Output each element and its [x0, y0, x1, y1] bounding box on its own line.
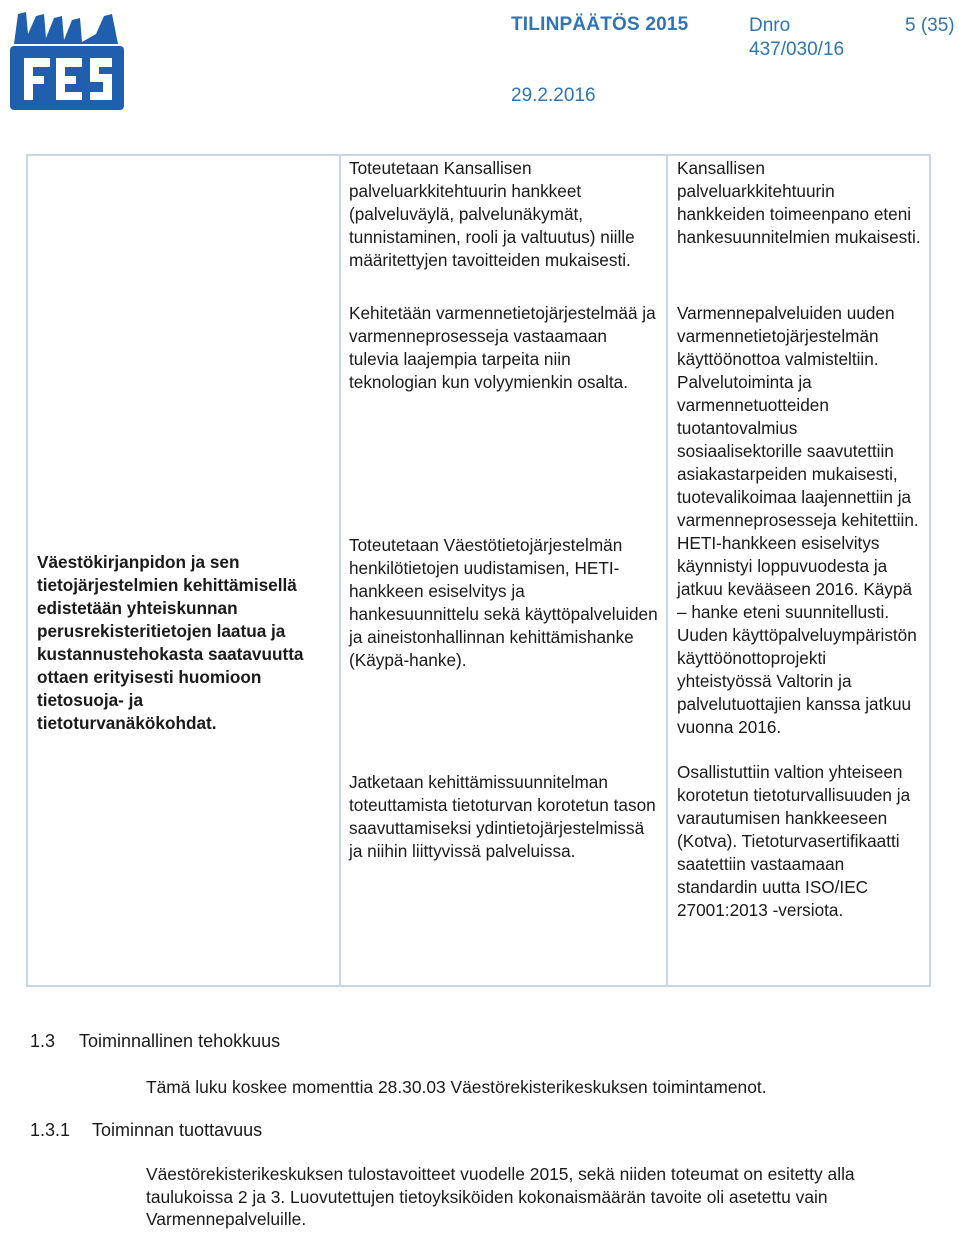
dnro-number: 437/030/16: [749, 39, 845, 60]
organization-logo: [8, 4, 126, 112]
page-number: 5 (35): [905, 15, 955, 36]
section-title: Toiminnallinen tehokkuus: [79, 1031, 281, 1051]
table-row: [27, 155, 930, 986]
result-column-cell: [667, 155, 930, 986]
goal-column-cell: [340, 155, 667, 986]
result-text-3: HETI-hankkeen esiselvitys käynnistyi loppuvuodesta ja jatkuu kevääseen 2016. Käypä – hanke eteni suunnitellusti. Uuden käyttöpalveluympäristön käyttöönottoprojekti yhteistyössä Valtorin ja palvelutuottajien kanssa jatkuu vuonna 2016.: [677, 533, 917, 737]
subsection-number: 1.3.1: [30, 1120, 71, 1140]
subsection-title: Toiminnan tuottavuus: [92, 1120, 263, 1140]
document-date: 29.2.2016: [511, 85, 596, 106]
result-text-1: Kansallisen palveluarkkitehtuurin hankkeiden toimeenpano eteni hankesuunnitelmien mukaisesti.: [677, 158, 921, 247]
result-text-2: Varmennepalveluiden uuden varmennetietojärjestelmän käyttöönottoa valmisteltiin. Palvelutoiminta ja varmennetuotteiden tuotantovalmius sosiaalisektorille saavutettiin asiakastarpeiden mukaisesti, tuotevalikoimaa laajennettiin ja varmenneprosesseja kehitettiin.: [677, 303, 919, 530]
subsection-paragraph: Väestörekisterikeskuksen tulostavoitteet vuodelle 2015, sekä niiden toteumat on esitetty alla taulukoissa 2 ja 3. Luovutettujen tietoyksiköiden kokonaismäärän tavoite oli asetettu vain Varmennepalveluille.: [146, 1164, 855, 1229]
goal-text-2: Kehitetään varmennetietojärjestelmää ja varmenneprosesseja vastaamaan tulevia laajempia tarpeita niin teknologian kun volyymienkin osalta.: [349, 303, 656, 392]
goal-text-4: Jatketaan kehittämissuunnitelman toteuttamista tietoturvan korotetun tason saavuttamiseksi ydintietojärjestelmissä ja niihin liittyvissä palveluissa.: [349, 772, 656, 861]
goal-text-1: Toteutetaan Kansallisen palveluarkkitehtuurin hankkeet (palveluväylä, palvelunäkymät, tunnistaminen, rooli ja valtuutus) niille määritettyjen tavoitteiden mukaisesti.: [349, 158, 635, 270]
dnro-label: Dnro: [749, 15, 791, 36]
document-title: TILINPÄÄTÖS 2015: [511, 14, 689, 35]
section-paragraph: Tämä luku koskee momenttia 28.30.03 Väestörekisterikeskuksen toimintamenot.: [146, 1077, 767, 1097]
goal-area-text: Väestökirjanpidon ja sen tietojärjestelmien kehittämisellä edistetään yhteiskunnan perusrekisteritietojen laatua ja kustannustehokasta saatavuutta ottaen erityisesti huomioon tietosuoja- ja tietoturvanäkökohdat.: [37, 552, 304, 733]
goal-area-cell: [27, 155, 340, 986]
result-text-4: Osallistuttiin valtion yhteiseen korotetun tietoturvallisuuden ja varautumisen hankkeeseen (Kotva). Tietoturvasertifikaatti saatettiin vastaamaan standardin uutta ISO/IEC 27001:2013 -versiota.: [677, 762, 911, 920]
section-number: 1.3: [30, 1031, 56, 1051]
goal-text-3: Toteutetaan Väestötietojärjestelmän henkilötietojen uudistamisen, HETI- hankkeen esiselvitys ja hankesuunnittelu sekä käyttöpalveluiden ja aineistonhallinnan kehittämishanke (Käypä-hanke).: [349, 535, 658, 670]
goals-table: [26, 154, 931, 987]
